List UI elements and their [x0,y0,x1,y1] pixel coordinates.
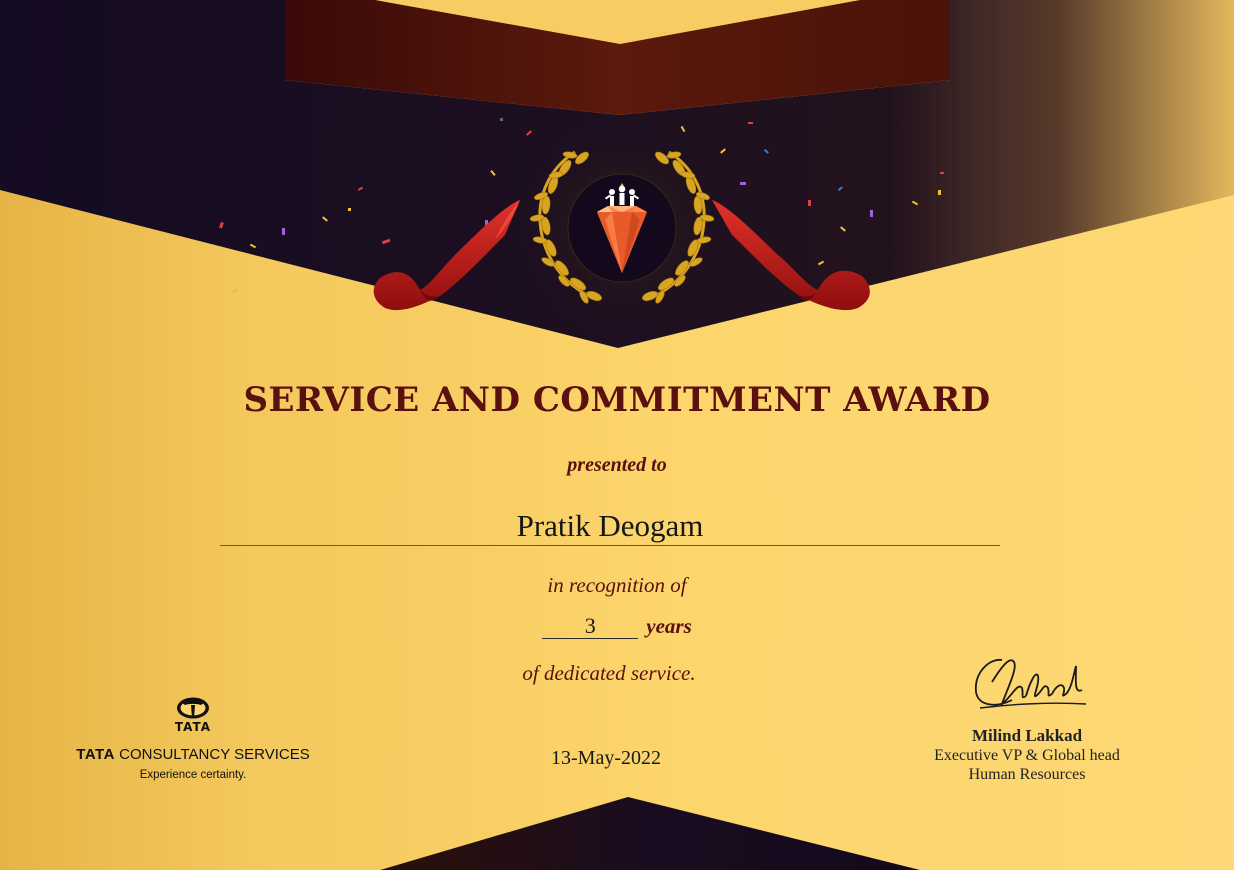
signatory-name: Milind Lakkad [971,726,1083,745]
handwritten-signature [962,652,1092,714]
service-label: of dedicated service. [522,661,696,685]
signatory-title-line2: Human Resources [968,766,1086,783]
presented-to-label: presented to [567,454,667,476]
signatory-title-line1: Executive VP & Global head [934,747,1120,764]
company-name-bold: TATA [76,746,115,763]
tata-wordmark: TATA [174,720,212,734]
years-row [0,614,1234,639]
recipient-name: Pratik Deogam [516,508,704,543]
signature-block [906,652,1148,784]
award-title: SERVICE AND COMMITMENT AWARD [243,380,991,420]
award-date: 13-May-2022 [551,747,661,769]
bottom-dark-chevron [380,797,920,870]
years-label: years [646,614,692,638]
tcs-branding [70,696,316,781]
company-tagline: Experience certainty. [139,769,247,781]
recognition-label: in recognition of [547,573,687,597]
company-name [70,746,316,763]
tata-logo-icon [175,696,211,720]
company-name-rest: CONSULTANCY SERVICES [114,746,310,763]
recipient-name-line [220,545,1000,546]
years-value: 3 [542,614,638,639]
